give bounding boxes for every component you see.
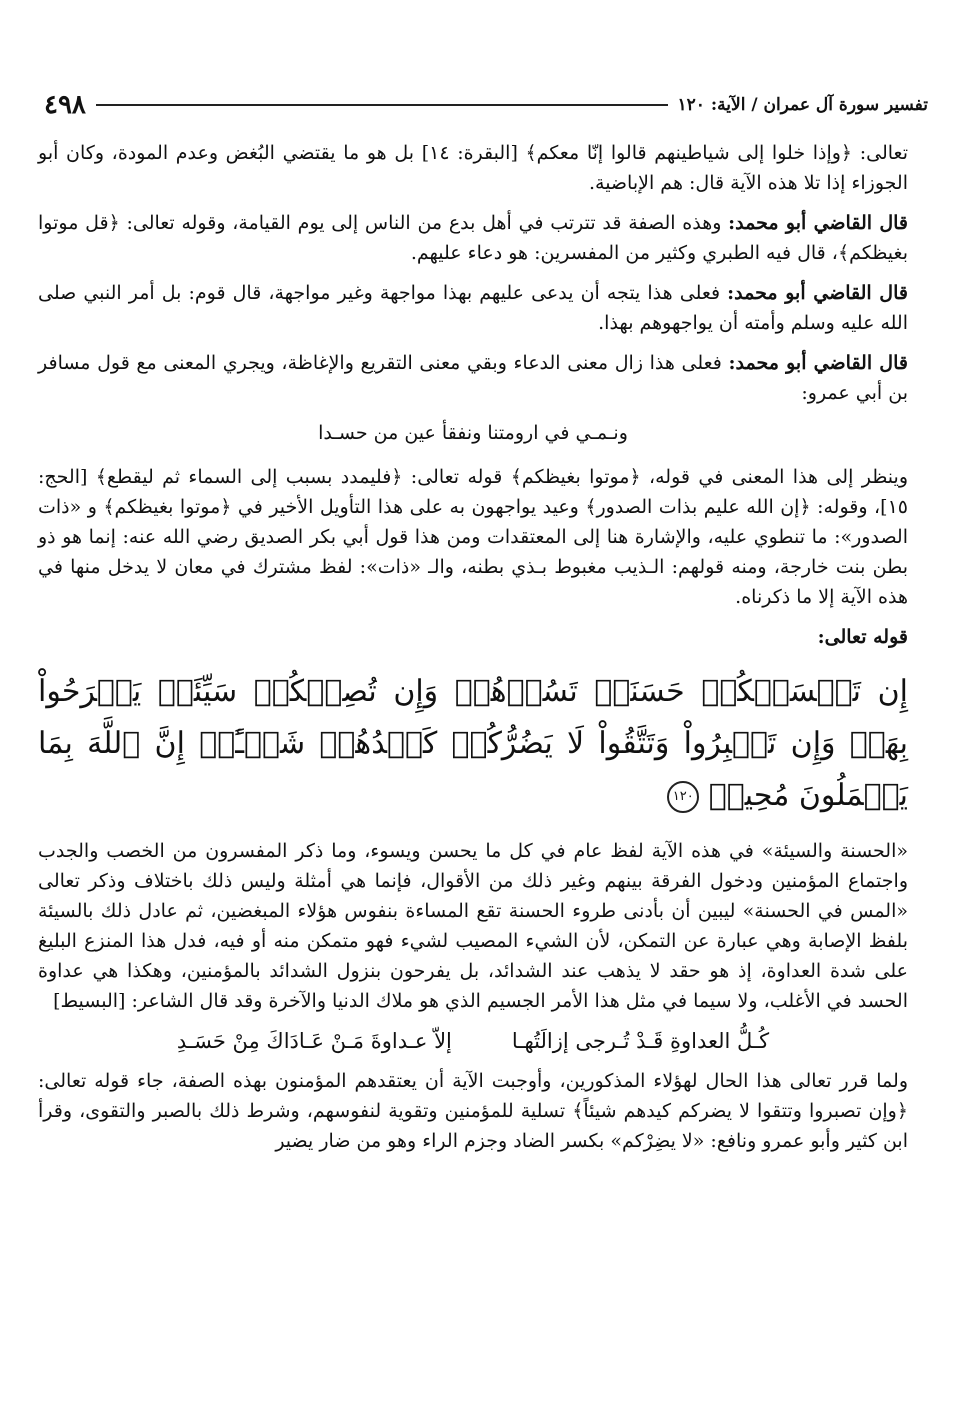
running-title: تفسير سورة آل عمران / الآية: ١٢٠: [677, 95, 928, 115]
quran-verse: إِن تَمۡسَسۡكُمۡ حَسَنَةٞ تَسُؤۡهُمۡ وَإِن تُصِبۡكُمۡ سَيِّئَةٞ يَفۡرَحُواْ بِهَاۖ وَإِن تَصۡبِرُواْ وَتَتَّقُواْ لَا يَضُرُّكُمۡ كَيۡدُهُمۡ شَيۡـًٔاۗ إِنَّ ٱللَّهَ بِمَا يَعۡمَلُونَ مُحِيطٞ ١٢٠: [38, 674, 908, 813]
paragraph: قوله تعالى:: [817, 626, 908, 648]
speaker-label: قال القاضي أبو محمد:: [728, 352, 908, 374]
page-number: ٤٩٨: [44, 90, 86, 120]
poem-hemistich: إلاّ عـداوةَ مَـنْ عَـادَاكَ مِنْ حَسَـدِ: [176, 1029, 452, 1053]
poem-line: [38, 1026, 908, 1056]
page-header: [30, 88, 928, 122]
speaker-label: قال القاضي أبو محمد:: [728, 212, 908, 234]
speaker-label: قال القاضي أبو محمد:: [727, 282, 908, 304]
verse-number-marker: ١٢٠: [667, 781, 699, 813]
paragraph: تعالى: ﴿وإذا خلوا إلى شياطينهم قالوا إنّا معكم﴾ [البقرة: ١٤] بل هو ما يقتضي البُغض وعدم المودة، وكان أبو الجوزاء إذا تلا هذه الآية قال: هم الإباضية.: [38, 142, 908, 194]
paragraph: قال القاضي أبو محمد: فعلى هذا زال معنى الدعاء وبقي معنى التقريع والإغاظة، ويجري المعنى مع قول مسافر بن أبي عمرو:: [38, 352, 908, 404]
poetry-verse: ونـمـي في ارومتنا ونفقأ عين من حسـدا: [318, 422, 628, 444]
page-body: [38, 138, 908, 1166]
paragraph: قال القاضي أبو محمد: وهذه الصفة قد تترتب في أهل بدع من الناس إلى يوم القيامة، وقوله تعالى: ﴿قل موتوا بغيظكم﴾، قال فيه الطبري وكثير من المفسرين: هو دعاء عليهم.: [38, 212, 908, 264]
paragraph: قال القاضي أبو محمد: فعلى هذا يتجه أن يدعى عليهم بهذا مواجهة وغير مواجهة، قال قوم: بل أمر النبي صلى الله عليه وسلم وأمته أن يواجهوهم بهذا.: [38, 282, 908, 334]
paragraph: «الحسنة والسيئة» في هذه الآية لفظ عام في كل ما يحسن ويسوء، وما ذكر المفسرون من الخصب والجدب واجتماع المؤمنين ودخول الفرقة بينهم وغير ذلك من الأقوال، فإنما هي أمثلة وليس ذلك باختلاف وذكر تعالى «المس في الحسنة» ليبين أن بأدنى طروء الحسنة تقع المساءة بنفوس هؤلاء المبغضين، ثم عادل ذلك بالسيئة بلفظ الإصابة وهي عبارة عن التمكن، لأن الشيء المصيب لشيء فهو متمكن منه أو فيه، فدل هذا المنزع البليغ على شدة العداوة، إذ هو حقد لا يذهب عند الشدائد، بل يفرحون بنزول الشدائد بالمؤمنين، وهكذا هي عداوة الحسد في الأغلب، ولا سيما في مثل هذا الأمر الجسيم الذي هو ملاك الدنيا والآخرة وقد قال الشاعر: [البسيط]: [38, 840, 908, 1012]
header-rule: [96, 104, 668, 106]
paragraph: ولما قرر تعالى هذا الحال لهؤلاء المذكورين، وأوجبت الآية أن يعتقدهم المؤمنون بهذه الصفة، جاء قوله تعالى: ﴿وإن تصبروا وتتقوا لا يضركم كيدهم شيئاً﴾ تسلية للمؤمنين وتقوية لنفوسهم، وشرط ذلك بالصبر والتقوى، وقرأ ابن كثير وأبو عمرو ونافع: «لا يضِرْكم» بكسر الضاد وجزم الراء وهو من ضار يضير: [38, 1070, 908, 1152]
poem-hemistich: كُـلُّ العداوةِ قَـدْ تُـرجى إزالَتُهـا: [511, 1029, 770, 1053]
paragraph: وينظر إلى هذا المعنى في قوله، ﴿موتوا بغيظكم﴾ قوله تعالى: ﴿فليمدد بسبب إلى السماء ثم ليقطع﴾ [الحج: ١٥]، وقوله: ﴿إن الله عليم بذات الصدور﴾ وعيد يواجهون به على هذا التأويل الأخير في ﴿موتوا بغيظكم﴾ و «ذات الصدور»: ما تنطوي عليه، والإشارة هنا إلى المعتقدات ومن هذا قول أبي بكر الصديق رضي الله عنه: إنما هو ذو بطن بنت خارجة، ومنه قولهم: الـذيب مغبوط بـذي بطنه، والـ «ذات»: لفظ مشترك في معان لا يدخل منها في هذه الآية إلا ما ذكرناه.: [38, 466, 908, 608]
